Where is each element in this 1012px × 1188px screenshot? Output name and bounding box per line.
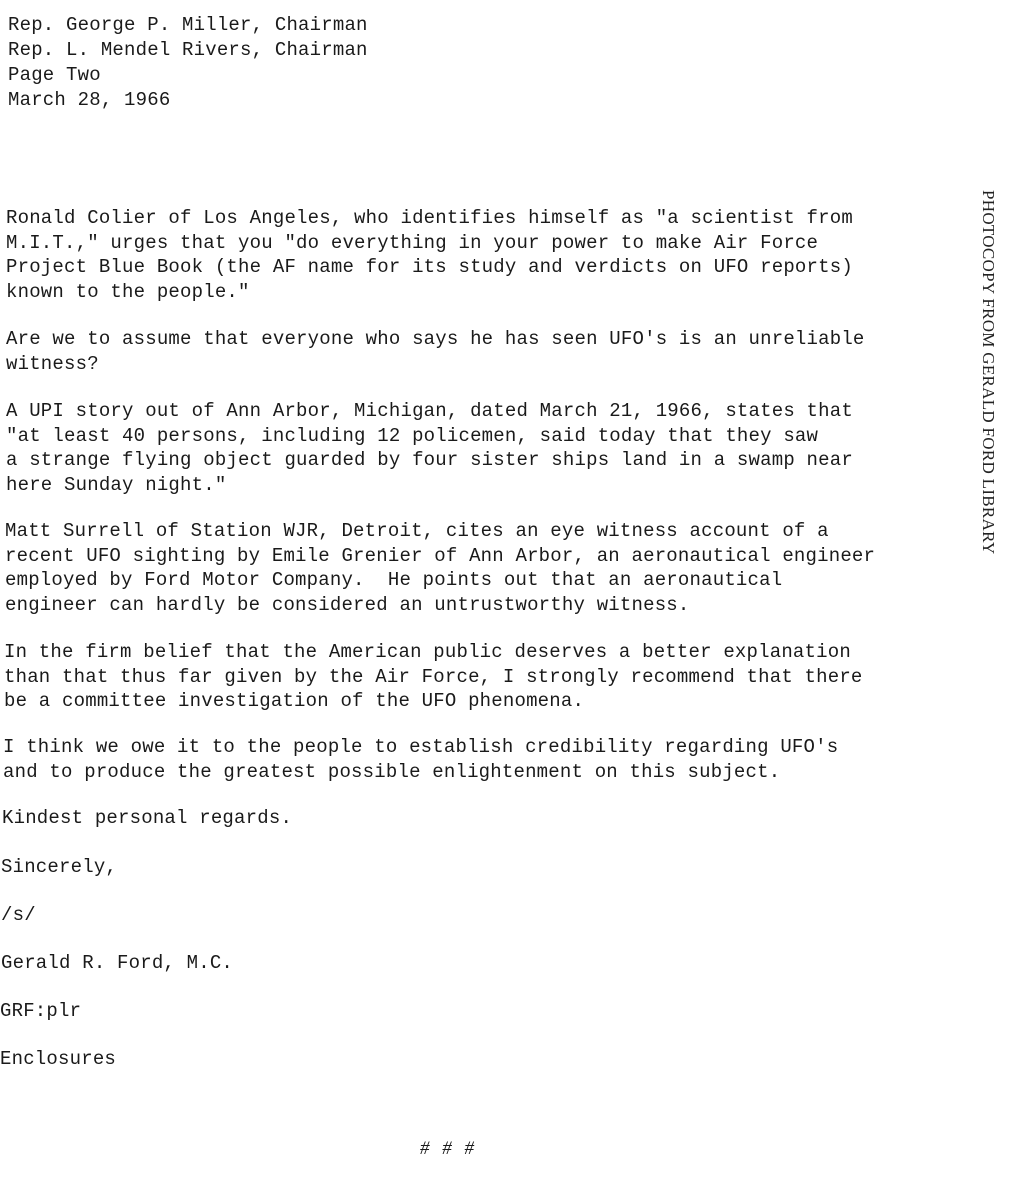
paragraph-witness-question <box>6 327 936 376</box>
paragraph-line: witness? <box>6 352 99 375</box>
typist-initials: GRF:plr <box>0 1000 82 1022</box>
end-mark: # # # <box>420 1138 478 1159</box>
paragraph-line: known to the people." <box>6 280 250 303</box>
paragraph-line: employed by Ford Motor Company. He points out that an aeronautical <box>5 569 783 591</box>
paragraph-surrell <box>5 519 935 617</box>
paragraph-colier <box>6 206 936 304</box>
paragraph-line: M.I.T.," urges that you "do everything in your power to make Air Force <box>6 231 819 254</box>
header-recipient-2: Rep. L. Mendel Rivers, Chairman <box>8 39 368 61</box>
signer-name: Gerald R. Ford, M.C. <box>1 952 234 974</box>
library-watermark: PHOTOCOPY FROM GERALD FORD LIBRARY <box>979 190 998 555</box>
closing-regards: Kindest personal regards. <box>2 807 293 829</box>
header-page-number: Page Two <box>8 64 101 86</box>
paragraph-line: be a committee investigation of the UFO phenomena. <box>4 690 585 712</box>
paragraph-line: Ronald Colier of Los Angeles, who identifies himself as "a scientist from <box>6 207 853 229</box>
paragraph-line: recent UFO sighting by Emile Grenier of Ann Arbor, an aeronautical engineer <box>5 544 876 567</box>
header-date: March 28, 1966 <box>8 89 171 111</box>
paragraph-line: Are we to assume that everyone who says he has seen UFO's is an unreliable <box>6 328 865 350</box>
paragraph-line: than that thus far given by the Air Force, I strongly recommend that there <box>4 665 863 688</box>
paragraph-line: A UPI story out of Ann Arbor, Michigan, dated March 21, 1966, states that <box>6 400 853 422</box>
closing-sincerely: Sincerely, <box>1 856 118 878</box>
header-recipient-1: Rep. George P. Miller, Chairman <box>8 14 368 36</box>
paragraph-line: Project Blue Book (the AF name for its study and verdicts on UFO reports) <box>6 256 853 278</box>
paragraph-line: and to produce the greatest possible enlightenment on this subject. <box>3 760 781 783</box>
enclosures-label: Enclosures <box>0 1048 117 1070</box>
paragraph-upi-story <box>6 399 936 497</box>
paragraph-line: here Sunday night." <box>6 473 227 496</box>
paragraph-recommendation <box>4 640 934 714</box>
paragraph-line: "at least 40 persons, including 12 policemen, said today that they saw <box>6 424 819 447</box>
paragraph-line: a strange flying object guarded by four sister ships land in a swamp near <box>6 449 853 471</box>
paragraph-line: engineer can hardly be considered an untrustworthy witness. <box>5 593 690 616</box>
paragraph-line: Matt Surrell of Station WJR, Detroit, cites an eye witness account of a <box>5 520 829 542</box>
signature-mark: /s/ <box>1 904 36 926</box>
paragraph-line: In the firm belief that the American public deserves a better explanation <box>4 641 851 663</box>
paragraph-credibility <box>3 735 933 784</box>
paragraph-line: I think we owe it to the people to establish credibility regarding UFO's <box>3 736 839 758</box>
